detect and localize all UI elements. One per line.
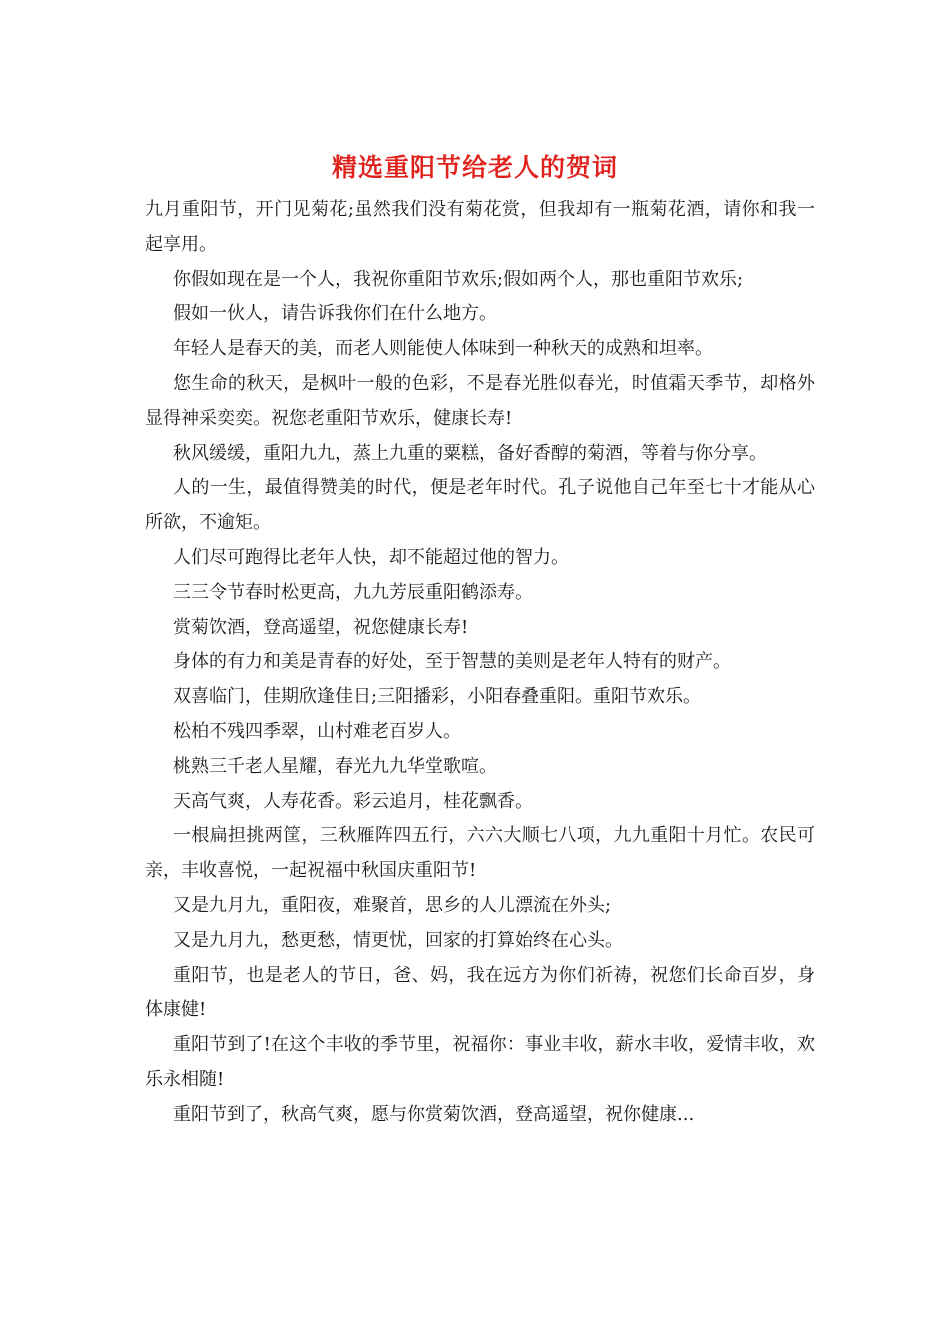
paragraph: 一根扁担挑两筐，三秋雁阵四五行，六六大顺七八项，九九重阳十月忙。农民可亲，丰收喜悦，一起祝福中秋国庆重阳节! xyxy=(145,825,815,882)
paragraph: 人们尽可跑得比老年人快，却不能超过他的智力。 xyxy=(173,546,569,568)
paragraph: 重阳节到了!在这个丰收的季节里，祝福你：事业丰收，薪水丰收，爱情丰收，欢乐永相随! xyxy=(145,1034,815,1090)
paragraph: 又是九月九，愁更愁，情更忧，回家的打算始终在心头。 xyxy=(173,929,623,951)
document-title: 精选重阳节给老人的贺词 xyxy=(331,153,618,182)
paragraph: 人的一生，最值得赞美的时代，便是老年时代。孔子说他自己年至七十才能从心所欲，不逾矩。 xyxy=(145,477,815,534)
paragraph: 身体的有力和美是青春的好处，至于智慧的美则是老年人特有的财产。 xyxy=(173,651,731,673)
document-body xyxy=(145,193,815,1133)
paragraph: 假如一伙人，请告诉我你们在什么地方。 xyxy=(173,303,497,325)
paragraph: 天高气爽，人寿花香。彩云追月，桂花飘香。 xyxy=(173,790,533,812)
paragraph: 松柏不残四季翠，山村难老百岁人。 xyxy=(173,720,461,742)
paragraph: 秋风缓缓，重阳九九，蒸上九重的粟糕，备好香醇的菊酒，等着与你分享。 xyxy=(173,442,767,464)
paragraph: 双喜临门，佳期欣逢佳日;三阳播彩，小阳春叠重阳。重阳节欢乐。 xyxy=(173,686,702,708)
paragraph: 赏菊饮酒，登高遥望，祝您健康长寿! xyxy=(173,616,469,638)
paragraph: 年轻人是春天的美，而老人则能使人体味到一种秋天的成熟和坦率。 xyxy=(173,338,713,360)
paragraph: 您生命的秋天，是枫叶一般的色彩，不是春光胜似春光，时值霜天季节，却格外显得神采奕奕。祝您老重阳节欢乐，健康长寿! xyxy=(145,372,815,429)
paragraph: 你假如现在是一个人，我祝你重阳节欢乐;假如两个人，那也重阳节欢乐; xyxy=(173,268,744,290)
paragraph: 重阳节，也是老人的节日，爸、妈，我在远方为你们祈祷，祝您们长命百岁，身体康健! xyxy=(145,964,815,1021)
paragraph: 重阳节到了，秋高气爽，愿与你赏菊饮酒，登高遥望，祝你健康... xyxy=(173,1103,695,1125)
paragraph: 又是九月九，重阳夜，难聚首，思乡的人儿漂流在外头; xyxy=(173,894,612,916)
paragraph: 三三令节春时松更高，九九芳辰重阳鹤添寿。 xyxy=(173,581,533,603)
paragraph: 桃熟三千老人星耀，春光九九华堂歌喧。 xyxy=(173,755,497,777)
paragraph: 九月重阳节，开门见菊花;虽然我们没有菊花赏，但我却有一瓶菊花酒，请你和我一起享用。 xyxy=(145,199,815,255)
